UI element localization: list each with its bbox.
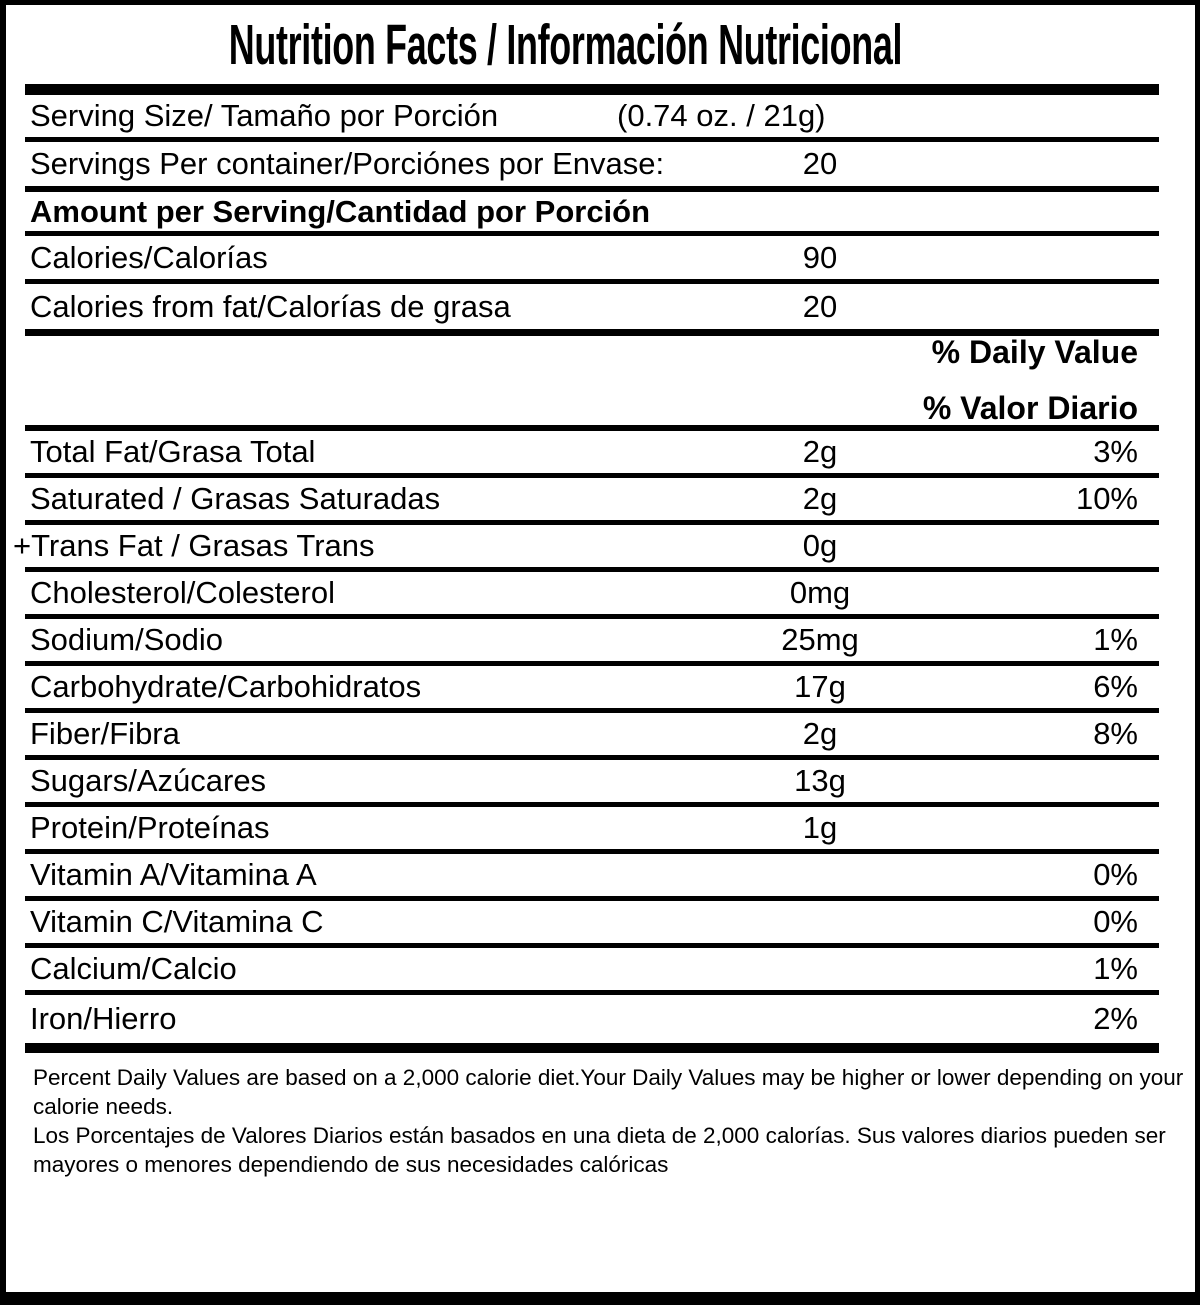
nutrient-amount: 13g <box>794 763 846 798</box>
daily-value-header-es: % Valor Diario <box>922 390 1138 426</box>
nutrient-daily-value: 1% <box>1093 951 1138 986</box>
nutrient-amount: 2g <box>802 434 838 469</box>
nutrient-amount: 2g <box>802 481 838 516</box>
nutrient-row-calcium <box>25 948 1159 995</box>
nutrient-row-sodium <box>25 619 1159 666</box>
nutrient-row-vitamin-a <box>25 854 1159 901</box>
nutrient-label: +Trans Fat / Grasas Trans <box>13 528 375 563</box>
nutrient-daily-value: 1% <box>1093 622 1138 657</box>
nutrient-row-fiber <box>25 713 1159 760</box>
calories-from-fat-label: Calories from fat/Calorías de grasa <box>30 288 511 324</box>
calories-from-fat-row <box>25 284 1159 336</box>
nutrient-row-protein <box>25 807 1159 854</box>
calories-label: Calories/Calorías <box>30 239 268 275</box>
nutrient-daily-value: 0% <box>1093 904 1138 939</box>
nutrient-label: Sugars/Azúcares <box>30 763 267 798</box>
servings-per-container-value: 20 <box>802 146 838 181</box>
nutrient-label: Fiber/Fibra <box>30 716 180 751</box>
nutrient-daily-value: 6% <box>1093 669 1138 704</box>
nutrient-label: Iron/Hierro <box>30 1001 177 1036</box>
serving-size-value: (0.74 oz. / 21g) <box>617 98 826 133</box>
divider-thick-bottom <box>25 1043 1159 1053</box>
calories-from-fat-value: 20 <box>802 288 838 324</box>
nutrient-daily-value: 8% <box>1093 716 1138 751</box>
nutrient-row-carbohydrate <box>25 666 1159 713</box>
nutrient-row-cholesterol <box>25 572 1159 619</box>
daily-value-header-en: % Daily Value <box>931 334 1138 370</box>
nutrient-row-saturated-fat <box>25 478 1159 525</box>
nutrient-label: Vitamin C/Vitamina C <box>30 904 324 939</box>
nutrient-row-total-fat <box>25 431 1159 478</box>
nutrient-row-trans-fat <box>13 525 1159 572</box>
footnote-line: mayores o menores dependiendo de sus necesidades calóricas <box>33 1152 669 1177</box>
label-title: Nutrition Facts / Información Nutricional <box>228 12 903 77</box>
amount-per-serving-header: Amount per Serving/Cantidad por Porción <box>30 193 651 229</box>
nutrient-row-iron <box>25 995 1159 1043</box>
daily-value-header <box>25 336 1159 431</box>
serving-size-row <box>25 95 1159 142</box>
nutrient-label: Calcium/Calcio <box>30 951 237 986</box>
nutrient-label: Protein/Proteínas <box>30 810 270 845</box>
divider-thick-top <box>25 84 1159 95</box>
label-header <box>6 5 1195 84</box>
nutrient-amount: 0mg <box>789 575 851 610</box>
nutrient-amount: 2g <box>802 716 838 751</box>
nutrient-row-vitamin-c <box>25 901 1159 948</box>
serving-size-label: Serving Size/ Tamaño por Porción <box>30 98 499 133</box>
nutrient-label: Sodium/Sodio <box>30 622 224 657</box>
nutrient-label: Saturated / Grasas Saturadas <box>30 481 441 516</box>
nutrient-row-sugars <box>25 760 1159 807</box>
footnote <box>25 1053 1184 1179</box>
nutrient-daily-value: 3% <box>1093 434 1138 469</box>
nutrient-label: Cholesterol/Colesterol <box>30 575 335 610</box>
label-body <box>13 84 1184 1179</box>
footnote-line: Percent Daily Values are based on a 2,000 calorie diet.Your Daily Values may be higher or lower depending on your <box>33 1065 1184 1090</box>
calories-row <box>25 236 1159 284</box>
nutrient-daily-value: 10% <box>1075 481 1138 516</box>
amount-per-serving-header-row <box>25 192 1159 236</box>
nutrient-amount: 17g <box>794 669 846 704</box>
servings-per-container-row <box>25 142 1159 192</box>
calories-value: 90 <box>802 239 838 275</box>
nutrient-daily-value: 0% <box>1093 857 1138 892</box>
nutrient-label: Total Fat/Grasa Total <box>30 434 316 469</box>
nutrient-amount: 0g <box>802 528 838 563</box>
nutrient-label: Vitamin A/Vitamina A <box>30 857 317 892</box>
footnote-line: calorie needs. <box>33 1094 174 1119</box>
nutrient-amount: 25mg <box>781 622 859 657</box>
footnote-line: Los Porcentajes de Valores Diarios están basados en una dieta de 2,000 calorías. Sus valores diarios pueden ser <box>33 1123 1166 1148</box>
nutrient-amount: 1g <box>802 810 838 845</box>
servings-per-container-label: Servings Per container/Porciónes por Envase: <box>30 146 665 181</box>
nutrient-daily-value: 2% <box>1093 1001 1138 1036</box>
nutrient-label: Carbohydrate/Carbohidratos <box>30 669 422 704</box>
